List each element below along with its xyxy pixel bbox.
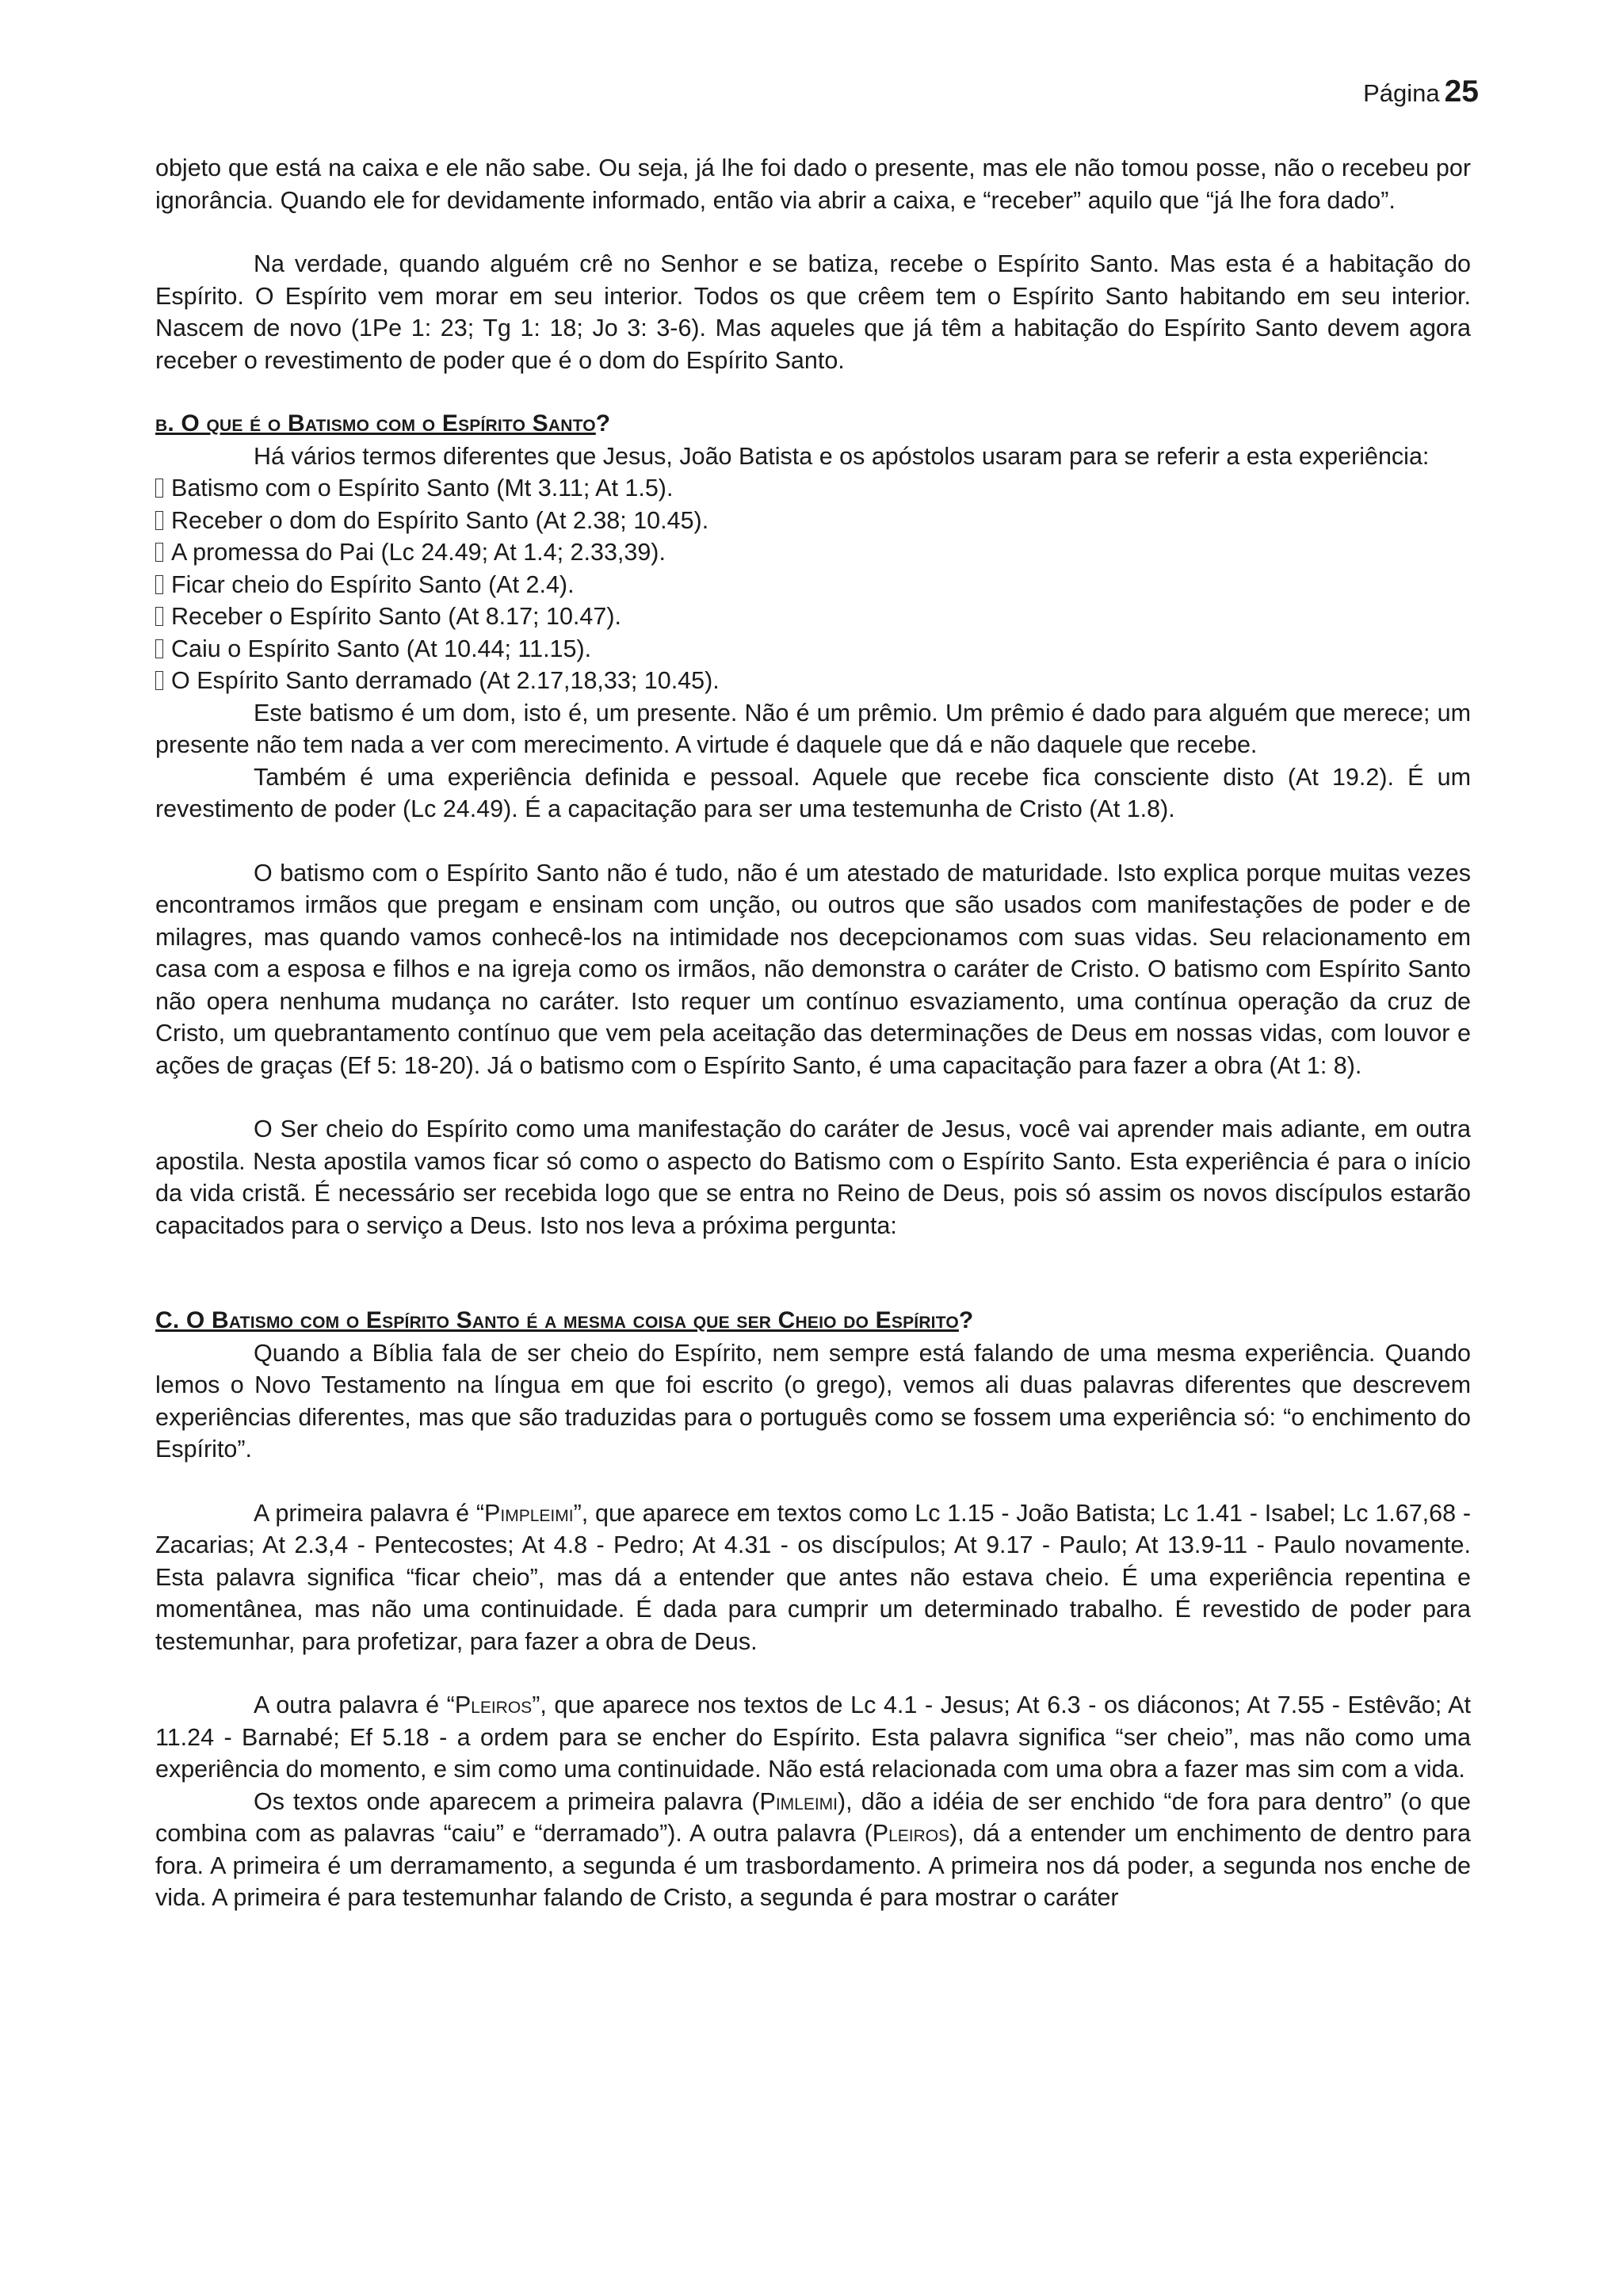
bullet-box-icon [155, 607, 163, 626]
list-item: Receber o dom do Espírito Santo (At 2.38; 10.45). [155, 505, 1471, 537]
paragraph-5: Também é uma experiência definida e pessoal. Aquele que recebe fica consciente disto (At 19.2). É um revestimento de poder (Lc 24.49). É a capacitação para ser uma testemunha de Cristo (At 1.8). [155, 763, 1471, 822]
paragraph-4: Este batismo é um dom, isto é, um presente. Não é um prêmio. Um prêmio é dado para alguém que merece; um presente não tem nada a ver com merecimento. A virtude é daquele que dá e não daquele que recebe. [155, 699, 1471, 758]
page-number [1363, 76, 1479, 107]
section-heading-c: C. O Batismo com o Espírito Santo é a mesma coisa que ser Cheio do Espírito? [155, 1307, 974, 1333]
section-heading-b: b. O que é o Batismo com o Espírito Santo? [155, 410, 611, 437]
bullet-box-icon [155, 511, 163, 530]
list-item: A promessa do Pai (Lc 24.49; At 1.4; 2.33,39). [155, 536, 1471, 569]
list-item: Ficar cheio do Espírito Santo (At 2.4). [155, 569, 1471, 601]
paragraph-10: A outra palavra é “Pleiros”, que aparece nos textos de Lc 4.1 - Jesus; At 6.3 - os diáconos; At 7.55 - Estêvão; At 11.24 - Barnabé; Ef 5.18 - a ordem para se encher do Espírito. Esta palavra significa “ser cheio”, mas não como uma experiência do momento, e sim como uma continuidade. Não está relacionada com uma obra a fazer mas sim com a vida. [155, 1691, 1471, 1783]
paragraph-2: Na verdade, quando alguém crê no Senhor e se batiza, recebe o Espírito Santo. Mas esta é a habitação do Espírito. O Espírito vem morar em seu interior. Todos os que crêem tem o Espírito Santo habitando em seu interior. Nascem de novo (1Pe 1: 23; Tg 1: 18; Jo 3: 3-6). Mas aqueles que já têm a habitação do Espírito Santo devem agora receber o revestimento de poder que é o dom do Espírito Santo. [155, 250, 1471, 374]
list-item: O Espírito Santo derramado (At 2.17,18,33; 10.45). [155, 665, 1471, 697]
paragraph-7: O Ser cheio do Espírito como uma manifestação do caráter de Jesus, você vai aprender mais adiante, em outra apostila. Nesta apostila vamos ficar só como o aspecto do Batismo com o Espírito Santo. Esta experiência é para o início da vida cristã. É necessário ser recebida logo que se entra no Reino de Deus, pois só assim os novos discípulos estarão capacitados para o serviço a Deus. Isto nos leva a próxima pergunta: [155, 1116, 1471, 1239]
page-label: Página [1363, 79, 1440, 107]
paragraph-11: Os textos onde aparecem a primeira palavra (Pimleimi), dão a idéia de ser enchido “de fora para dentro” (o que combina com as palavras “caiu” e “derramado”). A outra palavra (Pleiros), dá a entender um enchimento de dentro para fora. A primeira é um derramamento, a segunda é um trasbordamento. A primeira nos dá poder, a segunda nos enche de vida. A primeira é para testemunhar falando de Cristo, a segunda é para mostrar o caráter [155, 1787, 1471, 1911]
terms-list [155, 472, 1471, 697]
paragraph-1: objeto que está na caixa e ele não sabe. Ou seja, já lhe foi dado o presente, mas ele não tomou posse, não o recebeu por ignorância. Quando ele for devidamente informado, então via abrir a caixa, e “receber” aquilo que “já lhe fora dado”. [155, 154, 1471, 214]
bullet-box-icon [155, 639, 163, 658]
page-number-value: 25 [1444, 74, 1479, 109]
document-body [155, 152, 1471, 1914]
paragraph-6: O batismo com o Espírito Santo não é tudo, não é um atestado de maturidade. Isto explica porque muitas vezes encontramos irmãos que pregam e ensinam com unção, ou outros que são usados com manifestações de poder e de milagres, mas quando vamos conhecê-los na intimidade nos decepcionamos com suas vidas. Seu relacionamento em casa com a esposa e filhos e na igreja como os irmãos, não demonstra o caráter de Cristo. O batismo com Espírito Santo não opera nenhuma mudança no caráter. Isto requer um contínuo esvaziamento, uma contínua operação da cruz de Cristo, um quebrantamento contínuo que vem pela aceitação das determinações de Deus em nossas vidas, com louvor e ações de graças (Ef 5: 18-20). Já o batismo com o Espírito Santo, é uma capacitação para fazer a obra (At 1: 8). [155, 859, 1471, 1079]
list-item: Batismo com o Espírito Santo (Mt 3.11; At 1.5). [155, 472, 1471, 505]
paragraph-8: Quando a Bíblia fala de ser cheio do Espírito, nem sempre está falando de uma mesma experiência. Quando lemos o Novo Testamento na língua em que foi escrito (o grego), vemos ali duas palavras diferentes que descrevem experiências diferentes, mas que são traduzidas para o português como se fossem uma experiência só: “o enchimento do Espírito”. [155, 1339, 1471, 1463]
bullet-box-icon [155, 479, 163, 498]
bullet-box-icon [155, 543, 163, 562]
bullet-box-icon [155, 575, 163, 594]
paragraph-9: A primeira palavra é “Pimpleimi”, que aparece em textos como Lc 1.15 - João Batista; Lc 1.41 - Isabel; Lc 1.67,68 - Zacarias; At 2.3,4 - Pentecostes; At 4.8 - Pedro; At 4.31 - os discípulos; At 9.17 - Paulo; At 13.9-11 - Paulo novamente. Esta palavra significa “ficar cheio”, mas dá a entender que antes não estava cheio. É uma experiência repentina e momentânea, mas não uma continuidade. É dada para cumprir um determinado trabalho. É revestido de poder para testemunhar, para profetizar, para fazer a obra de Deus. [155, 1499, 1471, 1655]
bullet-box-icon [155, 671, 163, 690]
list-item: Caiu o Espírito Santo (At 10.44; 11.15). [155, 633, 1471, 666]
list-item: Receber o Espírito Santo (At 8.17; 10.47). [155, 601, 1471, 633]
paragraph-3: Há vários termos diferentes que Jesus, João Batista e os apóstolos usaram para se referir a esta experiência: [254, 442, 1430, 470]
